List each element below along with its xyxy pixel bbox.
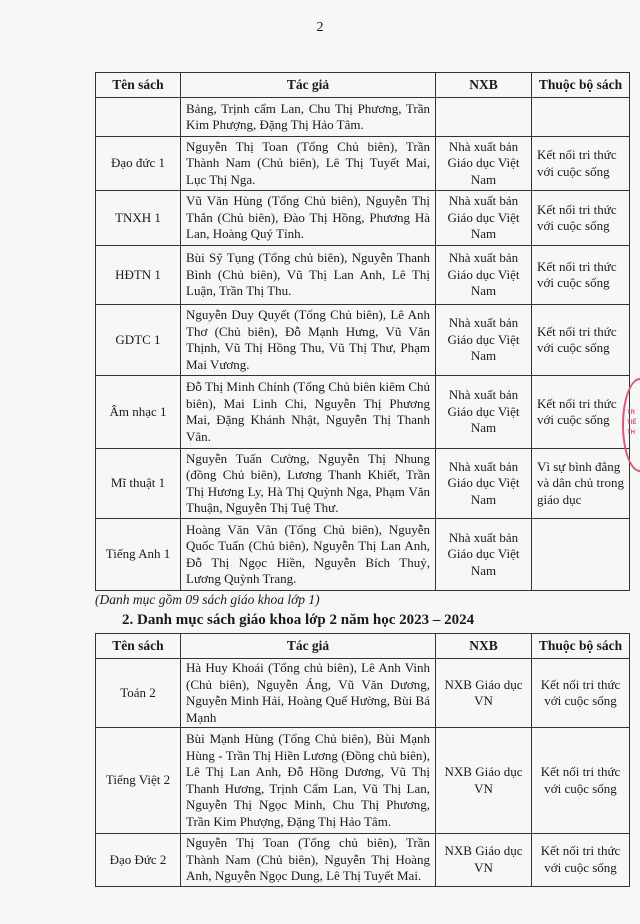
book-series-cell: Kết nối tri thức với cuộc sống: [532, 246, 630, 305]
publisher-cell: [436, 98, 532, 137]
publisher-cell: Nhà xuất bản Giáo dục Việt Nam: [436, 305, 532, 376]
book-series-cell: Kết nối tri thức với cuộc sống: [532, 659, 630, 728]
authors-cell: Hà Huy Khoái (Tổng chủ biên), Lê Anh Vinh (Chủ biên), Nguyễn Áng, Vũ Văn Dương, Nguyễn Minh Hải, Hoàng Quế Hường, Bùi Bá Mạnh: [181, 659, 436, 728]
authors-cell: Bảng, Trịnh cẩm Lan, Chu Thị Phương, Trần Kim Phượng, Đặng Thị Hảo Tâm.: [181, 98, 436, 137]
table-row: [96, 659, 630, 728]
publisher-cell: Nhà xuất bản Giáo dục Việt Nam: [436, 519, 532, 591]
authors-cell: Đỗ Thị Minh Chính (Tổng Chủ biên kiêm Chủ biên), Mai Linh Chi, Nguyễn Thị Phương Mai, Đặng Khánh Nhật, Nguyễn Thị Thanh Vân.: [181, 376, 436, 449]
authors-cell: Nguyễn Thị Toan (Tổng Chủ biên), Trần Thành Nam (Chủ biên), Lê Thị Tuyết Mai, Lục Thị Nga.: [181, 137, 436, 191]
publisher-cell: Nhà xuất bản Giáo dục Việt Nam: [436, 246, 532, 305]
authors-cell: Nguyễn Duy Quyết (Tổng Chủ biên), Lê Anh Thơ (Chủ biên), Đỗ Mạnh Hưng, Vũ Văn Thịnh, Vũ Thị Hồng Thu, Vũ Thị Thư, Phạm Mai Vương.: [181, 305, 436, 376]
book-name-cell: TNXH 1: [96, 191, 181, 246]
book-name-cell: Tiếng Việt 2: [96, 728, 181, 834]
authors-cell: Nguyễn Thị Toan (Tổng chủ biên), Trần Thành Nam (Chủ biên), Nguyễn Thị Hoàng Anh, Nguyễn Ngọc Dung, Lê Thị Tuyết Mai.: [181, 834, 436, 887]
book-name-cell: Đạo Đức 2: [96, 834, 181, 887]
table-row: [96, 137, 630, 191]
book-name-cell: Toán 2: [96, 659, 181, 728]
book-name-cell: Đạo đức 1: [96, 137, 181, 191]
publisher-cell: Nhà xuất bản Giáo dục Việt Nam: [436, 376, 532, 449]
header-ten-sach: Tên sách: [96, 73, 181, 98]
book-name-cell: Mĩ thuật 1: [96, 449, 181, 519]
book-series-cell: Vì sự bình đẳng và dân chủ trong giáo dục: [532, 449, 630, 519]
header-bo-sach: Thuộc bộ sách: [532, 634, 630, 659]
textbook-table-grade-1: [95, 72, 630, 591]
book-series-cell: Kết nối tri thức với cuộc sống: [532, 376, 630, 449]
table-row: [96, 305, 630, 376]
section-title: 2. Danh mục sách giáo khoa lớp 2 năm học 2023 – 2024: [122, 612, 475, 628]
book-series-cell: Kết nối tri thức với cuộc sống: [532, 834, 630, 887]
book-name-cell: GDTC 1: [96, 305, 181, 376]
header-tac-gia: Tác giả: [181, 634, 436, 659]
table-row: [96, 519, 630, 591]
table-row: [96, 449, 630, 519]
book-name-cell: Tiếng Anh 1: [96, 519, 181, 591]
header-tac-gia: Tác giả: [181, 73, 436, 98]
header-nxb: NXB: [436, 634, 532, 659]
publisher-cell: NXB Giáo dục VN: [436, 659, 532, 728]
table-row: [96, 834, 630, 887]
book-name-cell: Âm nhạc 1: [96, 376, 181, 449]
table-row: [96, 728, 630, 834]
authors-cell: Hoàng Văn Vân (Tổng Chủ biên), Nguyễn Quốc Tuấn (Chủ biên), Nguyễn Thị Lan Anh, Đỗ Thị Ngọc Hiền, Nguyễn Bích Thuỷ, Lương Quỳnh Trang.: [181, 519, 436, 591]
table-row: [96, 376, 630, 449]
publisher-cell: NXB Giáo dục VN: [436, 834, 532, 887]
table-row: [96, 246, 630, 305]
book-series-cell: [532, 98, 630, 137]
book-name-cell: HĐTN 1: [96, 246, 181, 305]
book-series-cell: [532, 519, 630, 591]
book-name-cell: [96, 98, 181, 137]
textbook-table-grade-2: [95, 633, 630, 887]
table-row: [96, 191, 630, 246]
header-ten-sach: Tên sách: [96, 634, 181, 659]
book-series-cell: Kết nối tri thức với cuộc sống: [532, 305, 630, 376]
publisher-cell: Nhà xuất bản Giáo dục Việt Nam: [436, 191, 532, 246]
authors-cell: Vũ Văn Hùng (Tổng Chủ biên), Nguyễn Thị Thắn (Chủ biên), Đào Thị Hồng, Phương Hà Lan, Hoàng Quý Tỉnh.: [181, 191, 436, 246]
book-series-cell: Kết nối tri thức với cuộc sống: [532, 137, 630, 191]
book-series-cell: Kết nối tri thức với cuộc sống: [532, 191, 630, 246]
page-number: 2: [316, 20, 324, 35]
table-caption: (Danh mục gồm 09 sách giáo khoa lớp 1): [95, 592, 320, 607]
authors-cell: Bùi Mạnh Hùng (Tổng Chủ biên), Bùi Mạnh Hùng - Trần Thị Hiền Lương (Đồng chủ biên), Lê Thị Lan Anh, Đỗ Hồng Dương, Vũ Thị Thanh Hương, Trịnh Cẩm Lan, Vũ Thị Lan, Nguyễn Thị Ngọc Minh, Chu Thị Phương, Trần Kim Phượng, Đặng Thị Hảo Tâm.: [181, 728, 436, 834]
publisher-cell: Nhà xuất bản Giáo dục Việt Nam: [436, 449, 532, 519]
header-nxb: NXB: [436, 73, 532, 98]
publisher-cell: NXB Giáo dục VN: [436, 728, 532, 834]
authors-cell: Nguyễn Tuấn Cường, Nguyễn Thị Nhung (đồng Chủ biên), Lương Thanh Khiết, Trần Thị Hương Ly, Hà Thị Quỳnh Nga, Phạm Văn Thuận, Nguyễn Thị Tuệ Thư.: [181, 449, 436, 519]
table-row: [96, 98, 630, 137]
book-series-cell: Kết nối tri thức với cuộc sống: [532, 728, 630, 834]
authors-cell: Bùi Sỹ Tụng (Tổng chủ biên), Nguyễn Thanh Bình (Chủ biên), Vũ Thị Lan Anh, Lê Thị Luận, Trần Thị Thu.: [181, 246, 436, 305]
red-stamp: TR TIỂ TH: [622, 378, 640, 472]
header-bo-sach: Thuộc bộ sách: [532, 73, 630, 98]
publisher-cell: Nhà xuất bản Giáo dục Việt Nam: [436, 137, 532, 191]
